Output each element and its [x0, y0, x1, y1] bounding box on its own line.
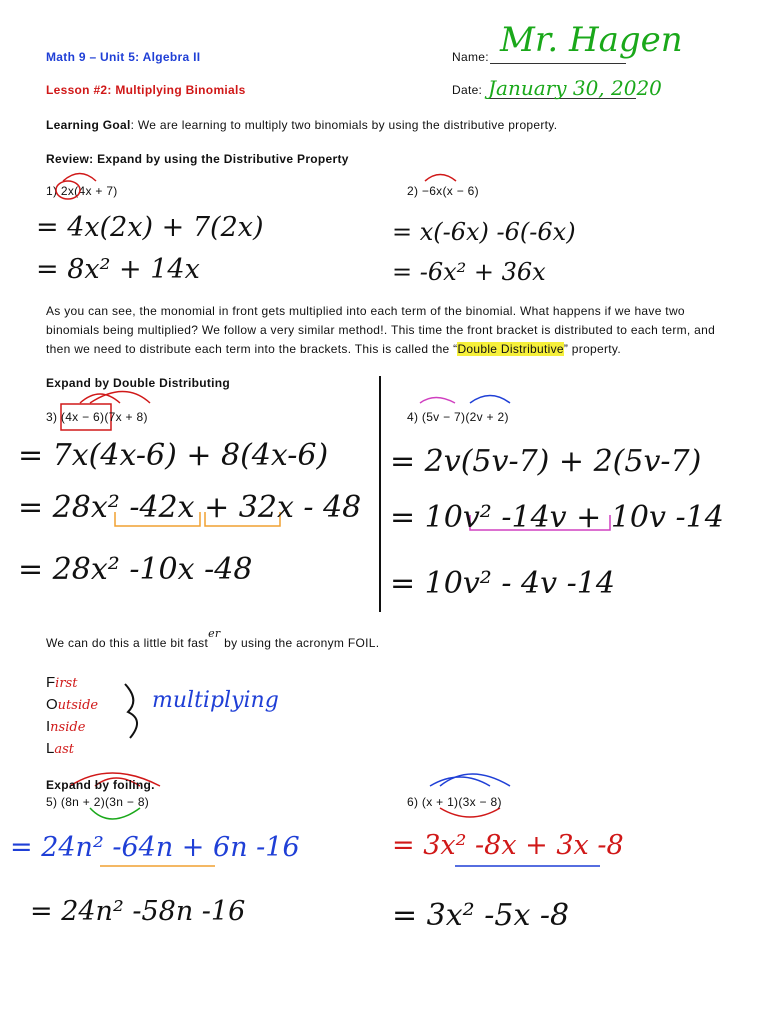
foil-list — [46, 672, 98, 760]
problem-4-step-2: = 10v² -14v + 10v -14 — [390, 500, 724, 535]
date-label: Date: — [452, 83, 483, 97]
problem-5-question: 5) (8n + 2)(3n − 8) — [46, 795, 150, 809]
problem-6-step-2: = 3x² -5x -8 — [392, 898, 570, 933]
brace-mark — [125, 684, 137, 738]
explanation-text-end: ” property. — [563, 342, 621, 356]
course-title: Math 9 – Unit 5: Algebra II — [46, 50, 201, 64]
problem-1-step-1: = 4x(2x) + 7(2x) — [36, 212, 264, 243]
foil-intro-insert: er — [208, 627, 221, 640]
learning-goal-label: Learning Goal — [46, 118, 131, 132]
foil-inside: Inside — [46, 718, 86, 735]
name-label: Name: — [452, 50, 489, 64]
problem-3-question: 3) (4x − 6)(7x + 8) — [46, 410, 148, 424]
problem-4-question: 4) (5v − 7)(2v + 2) — [407, 410, 509, 424]
foil-intro-text: We can do this a little bit fast — [46, 636, 209, 650]
problem-1-question: 1) 2x(4x + 7) — [46, 184, 118, 198]
double-distributive-highlight: Double Distributive — [457, 342, 564, 356]
problem-4-step-3: = 10v² - 4v -14 — [390, 566, 615, 601]
lesson-title: Lesson #2: Multiplying Binomials — [46, 83, 246, 97]
arrow-mark-2 — [425, 175, 456, 182]
problem-6-step-1: = 3x² -8x + 3x -8 — [392, 830, 624, 861]
foil-note: multiplying — [152, 688, 279, 713]
foil-first: First — [46, 674, 78, 691]
problem-3-step-3: = 28x² -10x -48 — [18, 552, 253, 587]
arrow-mark-5b — [90, 808, 140, 819]
circle-mark-1 — [56, 181, 80, 199]
arrow-mark-4b — [470, 396, 510, 404]
foil-intro — [46, 627, 380, 650]
learning-goal-text: : We are learning to multiply two binomials by using the distributive property. — [130, 118, 558, 132]
problem-4-step-1: = 2v(5v-7) + 2(5v-7) — [390, 444, 702, 479]
problem-3-step-1: = 7x(4x-6) + 8(4x-6) — [18, 438, 329, 473]
problem-3-step-2: = 28x² -42x + 32x - 48 — [18, 490, 362, 525]
foil-intro-end: by using the acronym FOIL. — [220, 636, 380, 650]
explanation-text: As you can see, the monomial in front gets multiplied into each term of the binomial. What happens if we have two binomials being multiplied? We follow a very similar method!. This time the front bracket is distributed to each term, and then we need to distribute each term into the brackets. This is called the “ — [46, 304, 716, 356]
review-heading: Review: Expand by using the Distributive Property — [46, 152, 349, 166]
problem-6-question: 6) (x + 1)(3x − 8) — [407, 795, 502, 809]
arrow-mark-6b — [440, 808, 500, 817]
foiling-heading: Expand by foiling. — [46, 778, 155, 792]
double-heading: Expand by Double Distributing — [46, 376, 231, 390]
problem-2-question: 2) −6x(x − 6) — [407, 184, 479, 198]
foil-last: Last — [46, 740, 74, 757]
problem-5-step-1: = 24n² -64n + 6n -16 — [10, 832, 300, 863]
explanation-paragraph — [46, 302, 736, 359]
problem-2-step-1: = x(-6x) -6(-6x) — [392, 218, 576, 246]
foil-outside: Outside — [46, 696, 99, 713]
date-value: January 30, 2020 — [488, 76, 662, 100]
problem-5-step-2: = 24n² -58n -16 — [30, 896, 246, 927]
name-value: Mr. Hagen — [500, 20, 683, 60]
arrow-mark-4a — [420, 398, 455, 404]
problem-2-step-2: = -6x² + 36x — [392, 258, 546, 286]
problem-1-step-2: = 8x² + 14x — [36, 254, 200, 285]
arrow-mark-1 — [63, 174, 96, 182]
arrow-mark-6a — [430, 774, 510, 786]
arrow-mark-3 — [80, 392, 150, 404]
